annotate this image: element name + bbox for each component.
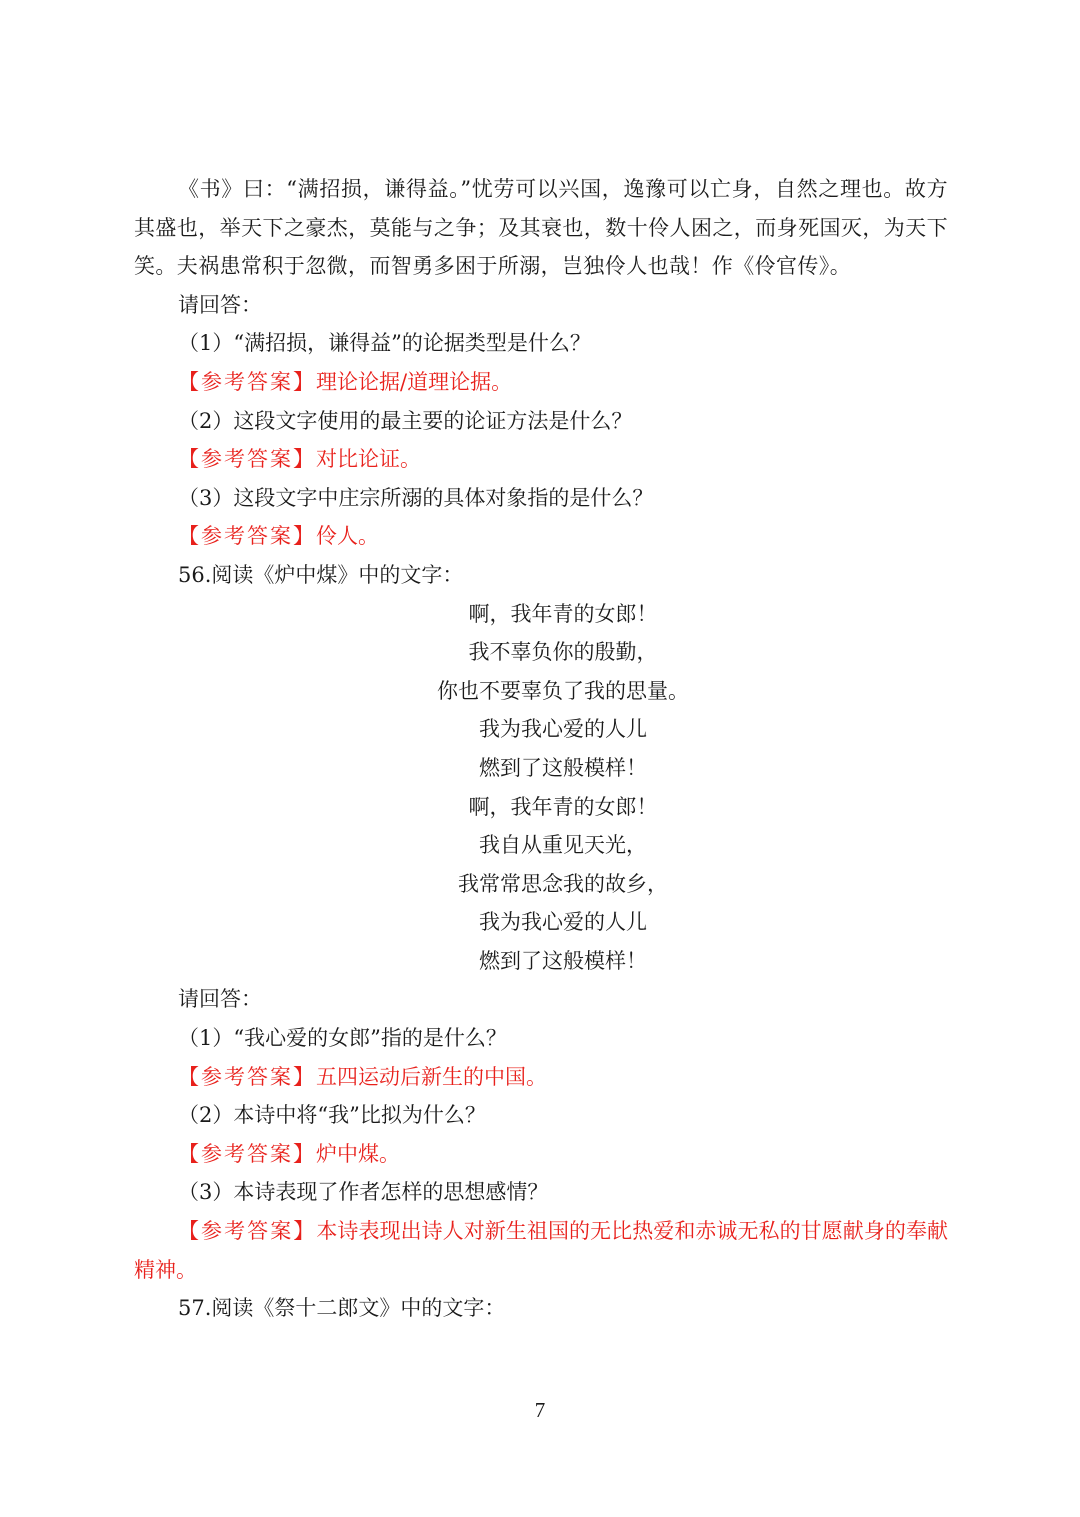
answer-56-1 xyxy=(134,1058,948,1097)
poem-line: 我为我心爱的人儿 xyxy=(479,717,647,742)
poem-line: 你也不要辜负了我的思量。 xyxy=(437,678,689,703)
answer-1 xyxy=(134,363,948,402)
poem-line: 燃到了这般模样！ xyxy=(479,755,647,780)
question-56-1: （1）“我心爱的女郎”指的是什么？ xyxy=(178,1026,507,1051)
document-page xyxy=(134,170,948,1328)
prompt-label: 请回答： xyxy=(178,987,262,1012)
answer-tag: 【参考答案】 xyxy=(178,1141,316,1166)
answer-tag: 【参考答案】 xyxy=(178,1219,317,1244)
answer-tag: 【参考答案】 xyxy=(178,1064,316,1089)
answer-tag: 【参考答案】 xyxy=(178,447,316,472)
answer-56-2 xyxy=(134,1135,948,1174)
poem-line: 啊，我年青的女郎！ xyxy=(468,601,658,626)
answer-text: 五四运动后新生的中国。 xyxy=(316,1064,547,1089)
passage-text: 《书》曰：“满招损，谦得益。”忧劳可以兴国，逸豫可以亡身，自然之理也。故方其盛也，举天下之豪杰，莫能与之争；及其衰也，数十伶人困之，而身死国灭，为天下笑。夫祸患常积于忽微，而智勇多困于所溺，岂独伶人也哉！作《伶官传》。 xyxy=(134,177,948,279)
poem-line: 我常常思念我的故乡， xyxy=(458,871,668,896)
question-56-2: （2）本诗中将“我”比拟为什么？ xyxy=(178,1103,486,1128)
answer-text: 对比论证。 xyxy=(316,447,421,472)
answer-3 xyxy=(134,517,948,556)
answer-text: 炉中煤。 xyxy=(316,1141,400,1166)
poem-line: 我为我心爱的人儿 xyxy=(479,910,647,935)
answer-tag: 【参考答案】 xyxy=(178,524,316,549)
answer-2 xyxy=(134,440,948,479)
answer-text: 理论论据/道理论据。 xyxy=(316,369,513,394)
item-56-heading: 56.阅读《炉中煤》中的文字： xyxy=(178,562,464,587)
poem-line: 啊，我年青的女郎！ xyxy=(468,794,658,819)
poem-line: 我自从重见天光， xyxy=(479,833,647,858)
question-2: （2）这段文字使用的最主要的论证方法是什么？ xyxy=(178,408,633,433)
answer-text: 伶人。 xyxy=(316,524,379,549)
answer-tag: 【参考答案】 xyxy=(178,369,316,394)
answer-text: 本诗表现出诗人对新生祖国的无比热爱和赤诚无私的甘愿献身的奉献精神。 xyxy=(134,1219,948,1282)
prompt-label: 请回答： xyxy=(178,292,262,317)
question-3: （3）这段文字中庄宗所溺的具体对象指的是什么？ xyxy=(178,485,654,510)
poem-block xyxy=(134,595,948,981)
poem-line: 燃到了这般模样！ xyxy=(479,948,647,973)
question-56-3: （3）本诗表现了作者怎样的思想感情？ xyxy=(178,1180,549,1205)
poem-line: 我不辜负你的殷勤， xyxy=(468,640,658,665)
question-1: （1）“满招损，谦得益”的论据类型是什么？ xyxy=(178,331,591,356)
item-57-heading: 57.阅读《祭十二郎文》中的文字： xyxy=(178,1296,506,1321)
page-number: 7 xyxy=(534,1398,546,1422)
answer-56-3 xyxy=(134,1212,948,1289)
